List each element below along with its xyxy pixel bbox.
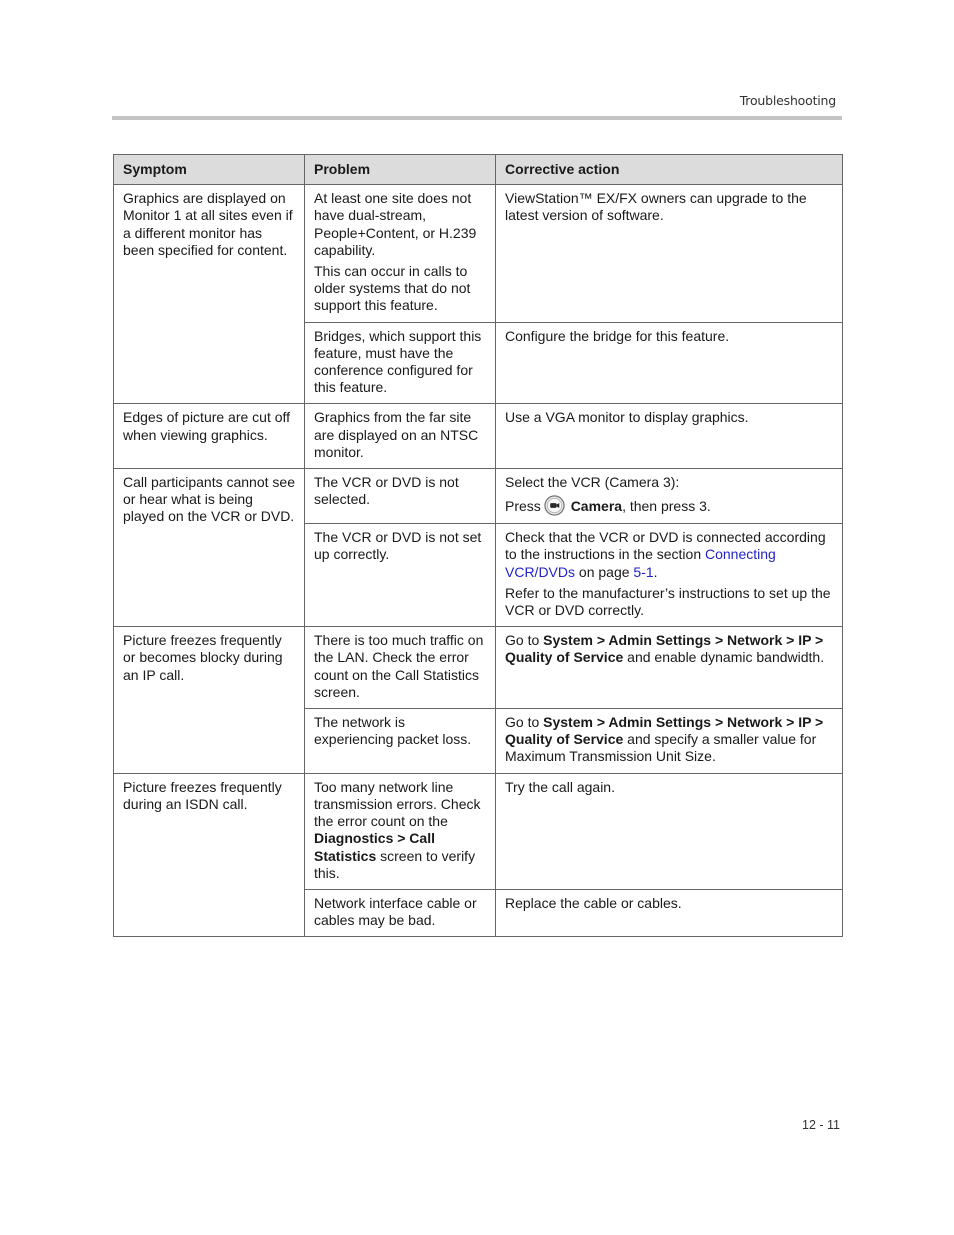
problem-text-part: Too many network line transmission errors. Check the error count on the: [314, 778, 481, 830]
problem-cell: [305, 773, 496, 889]
action-text: Select the VCR (Camera 3):: [505, 474, 680, 491]
problem-text: [314, 779, 487, 882]
menu-path: System > Admin Settings > Network > IP > Quality of Service: [505, 632, 824, 666]
problem-text: The network is experiencing packet loss.: [314, 714, 472, 748]
action-cell: [496, 889, 843, 936]
action-text: Use a VGA monitor to display graphics.: [505, 409, 749, 426]
problem-cell: [305, 469, 496, 524]
action-text-part: on page: [575, 563, 634, 580]
symptom-text: Picture freezes frequently or becomes blocky during an IP call.: [123, 632, 283, 683]
troubleshooting-table: [113, 154, 843, 937]
action-text: Try the call again.: [505, 778, 615, 795]
table-row: [114, 627, 843, 709]
symptom-cell: [114, 469, 305, 627]
table-row: [114, 773, 843, 889]
problem-text: Bridges, which support this feature, must have the conference configured for this feature.: [314, 327, 482, 396]
problem-text-part: screen to verify this.: [314, 847, 476, 881]
problem-cell: [305, 404, 496, 469]
symptom-cell: [114, 627, 305, 773]
symptom-cell: [114, 185, 305, 404]
problem-text: The VCR or DVD is not set up correctly.: [314, 529, 482, 563]
camera-button-icon: [544, 495, 565, 516]
problem-cell: [305, 889, 496, 936]
action-text-part: Check that the VCR or DVD is connected according to the instructions in the section: [505, 529, 826, 563]
action-cell: [496, 709, 843, 774]
action-text: [505, 714, 834, 766]
menu-path: System > Admin Settings > Network > IP > Quality of Service: [505, 714, 824, 748]
problem-text: Graphics from the far site are displayed on an NTSC monitor.: [314, 409, 479, 460]
action-instruction: [505, 495, 834, 516]
symptom-text: Call participants cannot see or hear what is being played on the VCR or DVD.: [123, 474, 295, 525]
action-cell: [496, 524, 843, 627]
column-header-problem: Problem: [305, 155, 496, 185]
menu-path: Diagnostics > Call Statistics: [314, 830, 435, 864]
problem-text: The VCR or DVD is not selected.: [314, 474, 459, 508]
problem-text: At least one site does not have dual-stream, People+Content, or H.239 capability.: [314, 190, 477, 258]
action-note: Refer to the manufacturer’s instructions to set up the VCR or DVD correctly.: [505, 584, 831, 619]
table-row: [114, 469, 843, 524]
problem-text: Network interface cable or cables may be bad.: [314, 894, 477, 929]
table-row: [114, 185, 843, 322]
problem-text: There is too much traffic on the LAN. Check the error count on the Call Statistics screen.: [314, 632, 484, 700]
action-text: [505, 529, 834, 581]
problem-cell: [305, 185, 496, 322]
symptom-text: Edges of picture are cut off when viewing graphics.: [123, 409, 291, 443]
action-text-part: and specify a smaller value for Maximum Transmission Unit Size.: [505, 731, 817, 765]
column-header-symptom: Symptom: [114, 155, 305, 185]
connecting-vcr-dvds-link[interactable]: Connecting VCR/DVDs: [505, 546, 776, 580]
camera-label: Camera: [570, 498, 623, 515]
problem-cell: [305, 709, 496, 774]
problem-cell: [305, 627, 496, 709]
action-text: Replace the cable or cables.: [505, 894, 682, 911]
header-rule: [112, 116, 842, 120]
problem-cell: [305, 322, 496, 404]
action-cell: [496, 404, 843, 469]
symptom-cell: [114, 404, 305, 469]
action-text-part: and enable dynamic bandwidth.: [623, 649, 825, 666]
symptom-text: Graphics are displayed on Monitor 1 at all sites even if a different monitor has been specified for content.: [123, 190, 293, 258]
page-number: 12 - 11: [802, 1118, 840, 1132]
problem-cell: [305, 524, 496, 627]
action-text-part: .: [653, 563, 658, 580]
press-label: Press: [505, 498, 541, 515]
action-cell: [496, 627, 843, 709]
symptom-cell: [114, 773, 305, 937]
table-row: [114, 404, 843, 469]
action-text-part: Go to: [505, 714, 544, 731]
column-header-action: Corrective action: [496, 155, 843, 185]
action-text: ViewStation™ EX/FX owners can upgrade to the latest version of software.: [505, 190, 807, 224]
action-text-part: Go to: [505, 632, 544, 649]
action-cell: [496, 322, 843, 404]
action-cell: [496, 773, 843, 889]
page-reference-link[interactable]: 5-1: [633, 563, 654, 580]
action-text: [505, 632, 834, 666]
running-head: Troubleshooting: [739, 93, 836, 108]
symptom-text: Picture freezes frequently during an ISDN call.: [123, 778, 282, 812]
action-cell: [496, 185, 843, 322]
then-press-text: , then press 3.: [622, 498, 711, 515]
action-cell: [496, 469, 843, 524]
action-text: Configure the bridge for this feature.: [505, 327, 730, 344]
problem-note: This can occur in calls to older systems that do not support this feature.: [314, 263, 471, 314]
table-header-row: [114, 155, 843, 185]
